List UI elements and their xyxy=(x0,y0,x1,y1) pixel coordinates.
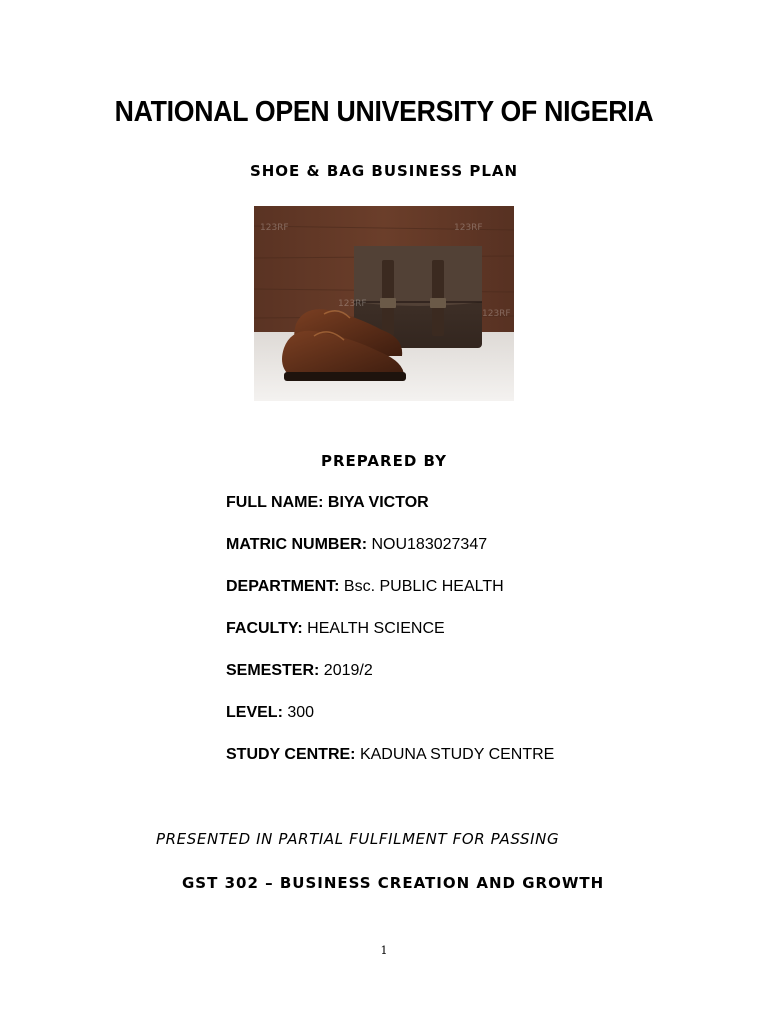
watermark-text: 123RF xyxy=(260,223,289,233)
info-row-department xyxy=(226,576,554,618)
field-value: BIYA VICTOR xyxy=(327,494,429,511)
field-value: KADUNA STUDY CENTRE xyxy=(359,746,555,763)
presented-statement: PRESENTED IN PARTIAL FULFILMENT FOR PASSING xyxy=(156,830,560,848)
info-row-faculty xyxy=(226,618,554,660)
info-row-semester xyxy=(226,660,554,702)
watermark-text: 123RF xyxy=(454,223,483,233)
watermark-text: 123RF xyxy=(482,309,511,319)
field-value: 300 xyxy=(287,704,315,721)
field-label: DEPARTMENT: xyxy=(226,578,344,595)
field-label: STUDY CENTRE: xyxy=(226,746,360,763)
info-row-full-name xyxy=(226,492,554,534)
prepared-by-heading: PREPARED BY xyxy=(321,452,447,470)
info-row-level xyxy=(226,702,554,744)
field-value: 2019/2 xyxy=(323,662,373,679)
course-title: GST 302 – BUSINESS CREATION AND GROWTH xyxy=(182,874,605,892)
university-title: NATIONAL OPEN UNIVERSITY OF NIGERIA xyxy=(114,96,654,128)
field-value: NOU183027347 xyxy=(371,536,488,553)
shoe-and-bag-photo xyxy=(254,206,514,401)
field-label: SEMESTER: xyxy=(226,662,324,679)
field-value: HEALTH SCIENCE xyxy=(307,620,445,637)
page-number: 1 xyxy=(380,944,388,957)
watermark-text: 123RF xyxy=(338,299,367,309)
info-row-matric-number xyxy=(226,534,554,576)
field-label: MATRIC NUMBER: xyxy=(226,536,372,553)
document-subtitle: SHOE & BAG BUSINESS PLAN xyxy=(249,162,519,180)
field-label: LEVEL: xyxy=(226,704,288,721)
info-row-study-centre xyxy=(226,744,554,786)
field-value: Bsc. PUBLIC HEALTH xyxy=(343,578,504,595)
student-info xyxy=(226,492,554,786)
field-label: FULL NAME: xyxy=(226,494,328,511)
field-label: FACULTY: xyxy=(226,620,308,637)
